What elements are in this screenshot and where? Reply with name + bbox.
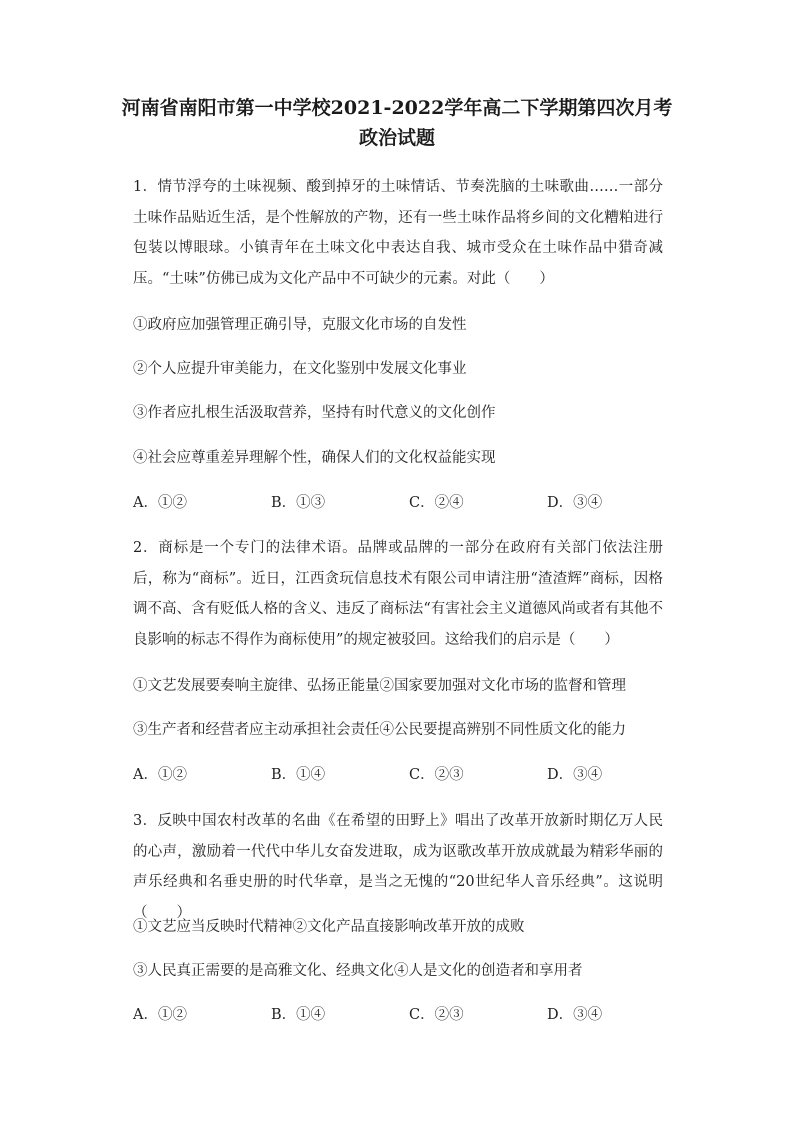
statement-4: ④社会应尊重差异理解个性，确保人们的文化权益能实现 xyxy=(133,450,496,466)
statement-1-2: ①文艺应当反映时代精神②文化产品直接影响改革开放的成败 xyxy=(133,919,525,935)
question-1 xyxy=(133,172,663,294)
question-stem: 3．反映中国农村改革的名曲《在希望的田野上》唱出了改革开放新时期亿万人民的心声，激励着一代代中华儿女奋发进取，成为讴歌改革开放成就最为精彩华丽的声乐经典和名垂史册的时代华章，是当之无愧的“20世纪华人音乐经典”。这说明（ ） xyxy=(133,813,663,921)
exam-title: 河南省南阳市第一中学校2021-2022学年高二下学期第四次月考 xyxy=(121,97,673,119)
statement-3-4: ③人民真正需要的是高雅文化、经典文化④人是文化的创造者和享用者 xyxy=(133,963,583,979)
exam-subject: 政治试题 xyxy=(358,127,435,149)
choice-b[interactable]: B．①③ xyxy=(271,495,326,511)
choice-d[interactable]: D．③④ xyxy=(547,495,603,511)
question-2 xyxy=(133,533,663,655)
statement-3-4: ③生产者和经营者应主动承担社会责任④公民要提高辨别不同性质文化的能力 xyxy=(133,722,626,738)
choice-c[interactable]: C．②③ xyxy=(409,767,464,783)
choice-c[interactable]: C．②④ xyxy=(409,495,464,511)
answer-choices xyxy=(133,1005,663,1025)
statement-1-2: ①文艺发展要奏响主旋律、弘扬正能量②国家要加强对文化市场的监督和管理 xyxy=(133,678,626,694)
statement-2: ②个人应提升审美能力，在文化鉴别中发展文化事业 xyxy=(133,361,467,377)
choice-a[interactable]: A．①② xyxy=(133,495,187,511)
question-stem: 2．商标是一个专门的法律术语。品牌或品牌的一部分在政府有关部门依法注册后，称为“商标”。近日，江西贪玩信息技术有限公司申请注册“渣渣辉”商标，因格调不高、含有贬低人格的含义、违反了商标法“有害社会主义道德风尚或者有其他不良影响的标志不得作为商标使用”的规定被驳回。这给我们的启示是（ ） xyxy=(133,540,663,648)
choice-a[interactable]: A．①② xyxy=(133,1007,187,1023)
choice-b[interactable]: B．①④ xyxy=(271,1007,326,1023)
statement-1: ①政府应加强管理正确引导，克服文化市场的自发性 xyxy=(133,317,467,333)
choice-a[interactable]: A．①② xyxy=(133,767,187,783)
choice-c[interactable]: C．②③ xyxy=(409,1007,464,1023)
answer-choices xyxy=(133,493,663,513)
question-3 xyxy=(133,806,663,928)
choice-b[interactable]: B．①④ xyxy=(271,767,326,783)
choice-d[interactable]: D．③④ xyxy=(547,767,603,783)
answer-choices xyxy=(133,765,663,785)
statement-3: ③作者应扎根生活汲取营养，坚持有时代意义的文化创作 xyxy=(133,405,496,421)
question-stem: 1．情节浮夸的土味视频、酸到掉牙的土味情话、节奏洗脑的土味歌曲……一部分土味作品贴近生活，是个性解放的产物，还有一些土味作品将乡间的文化糟粕进行包装以博眼球。小镇青年在土味文化中表达自我、城市受众在土味作品中猎奇减压。“土味”仿佛已成为文化产品中不可缺少的元素。对此（ ） xyxy=(133,179,663,287)
choice-d[interactable]: D．③④ xyxy=(547,1007,603,1023)
